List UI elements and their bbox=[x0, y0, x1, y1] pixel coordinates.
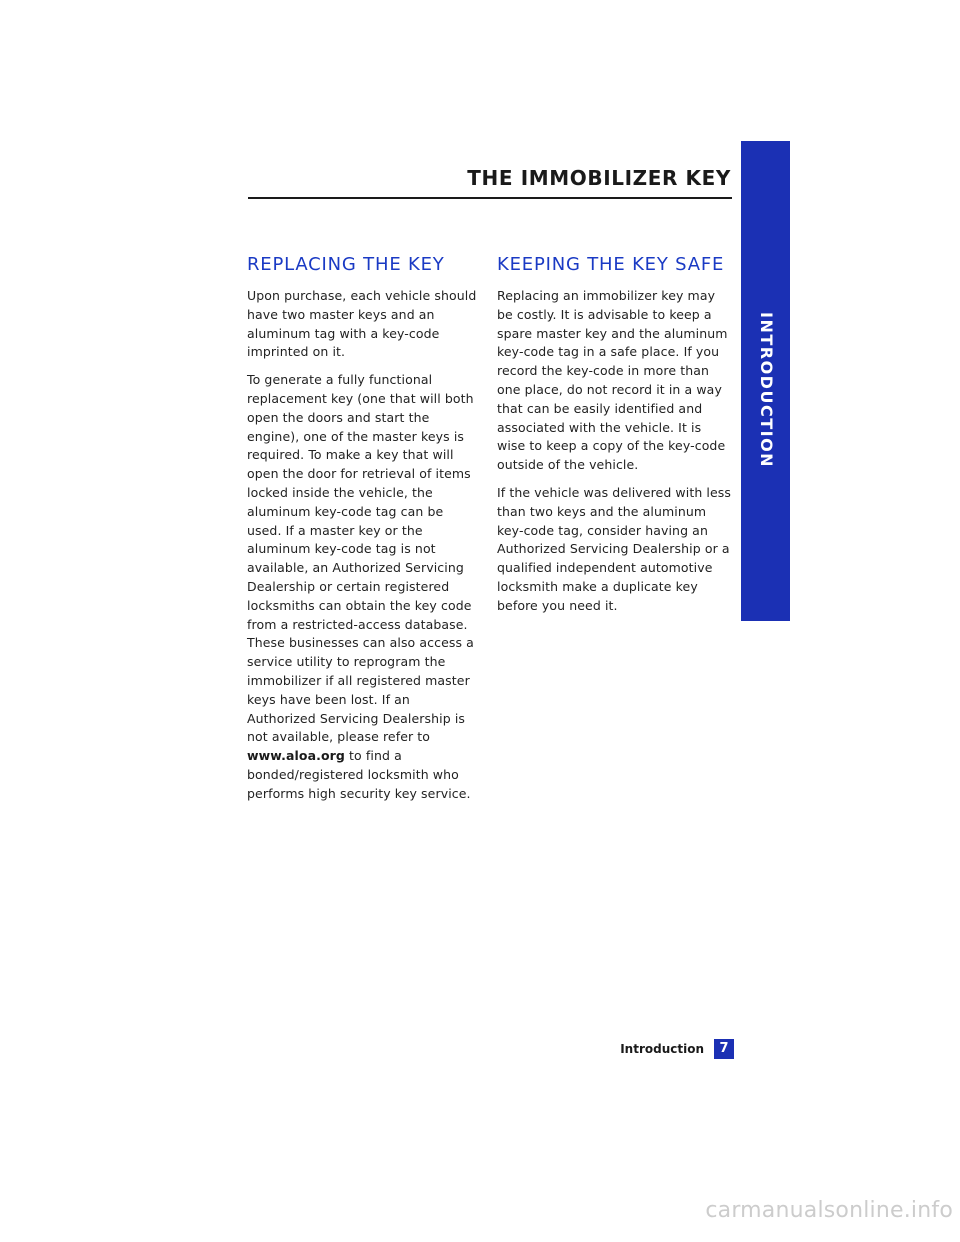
section-heading-keeping: KEEPING THE KEY SAFE bbox=[497, 254, 725, 275]
paragraph bbox=[247, 371, 481, 803]
side-tab-label: INTRODUCTION bbox=[757, 312, 776, 469]
page-title: THE IMMOBILIZER KEY bbox=[467, 166, 731, 190]
paragraph: If the vehicle was delivered with less than two keys and the aluminum key-code tag, consider having an Authorized Servicing Dealership or a qualified independent automotive locksmith make a duplicate key before you need it. bbox=[497, 484, 732, 613]
aloa-link[interactable]: www.aloa.org bbox=[247, 748, 345, 764]
page-number: 7 bbox=[714, 1039, 734, 1059]
section-replacing-the-key bbox=[247, 254, 481, 813]
paragraph-text: to find a bonded/registered locksmith who performs high security key service. bbox=[247, 748, 471, 801]
section-heading-replacing: REPLACING THE KEY bbox=[247, 254, 445, 275]
title-divider bbox=[248, 197, 732, 199]
section-keeping-the-key-safe bbox=[497, 254, 731, 625]
paragraph-text: To generate a fully functional replacement key (one that will both open the doors and start the engine), one of the master keys is required. To make a key that will open the door for retrieval of items locked inside the vehicle, the aluminum key-code tag can be used. If a master key or the aluminum key-code tag is not available, an Authorized Servicing Dealership or certain registered locksmiths can obtain the key code from a restricted-access database. These businesses can also access a service utility to reprogram the immobilizer if all registered master keys have been lost. If an Authorized Servicing Dealership is not available, please refer to bbox=[247, 372, 474, 745]
paragraph: Upon purchase, each vehicle should have two master keys and an aluminum tag with a key-code imprinted on it. bbox=[247, 288, 477, 360]
watermark: carmanualsonline.info bbox=[705, 1198, 953, 1223]
page-footer bbox=[600, 1039, 734, 1059]
footer-section-label: Introduction bbox=[620, 1042, 704, 1056]
paragraph: Replacing an immobilizer key may be costly. It is advisable to keep a spare master key and the aluminum key-code tag in a safe place. If you record the key-code in more than one place, do not record it in a way that can be easily identified and associated with the vehicle. It is wise to keep a copy of the key-code outside of the vehicle. bbox=[497, 288, 728, 473]
